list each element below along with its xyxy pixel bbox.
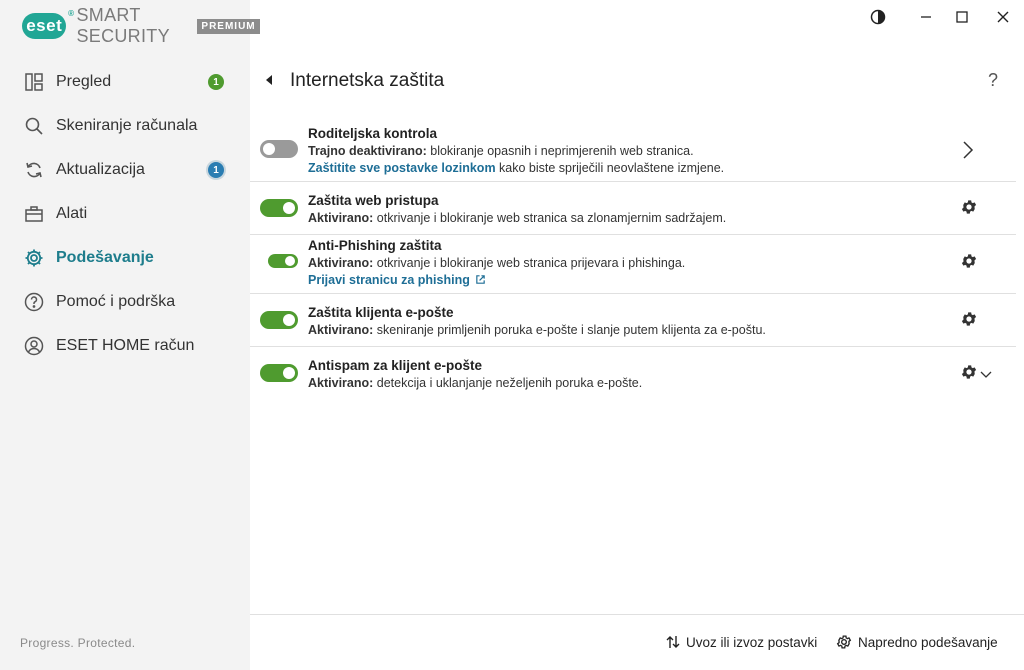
sidebar-item-pregled[interactable] <box>0 60 250 104</box>
setting-row-parental-control <box>250 120 1016 182</box>
settings-button[interactable] <box>960 198 978 216</box>
toolbox-icon <box>24 204 44 224</box>
sidebar-item-podesavanje[interactable] <box>0 236 250 280</box>
sidebar-nav <box>0 60 250 368</box>
advanced-setup-label: Napredno podešavanje <box>858 634 998 650</box>
sidebar-item-alati[interactable] <box>0 192 250 236</box>
settings-button[interactable] <box>960 252 978 270</box>
setting-row-anti-phishing <box>250 235 1016 294</box>
setting-row-email-client <box>250 294 1016 347</box>
report-phishing-link[interactable]: Prijavi stranicu za phishing <box>308 273 486 287</box>
toggle-switch[interactable] <box>260 140 298 158</box>
gear-icon <box>24 248 44 268</box>
setting-status: Aktivirano: otkrivanje i blokiranje web stranica prijevara i phishinga. <box>308 256 686 270</box>
setting-title: Antispam za klijent e-pošte <box>308 358 483 373</box>
sidebar-item-label: Aktualizacija <box>56 161 145 178</box>
app-logo <box>22 5 260 46</box>
back-arrow-icon <box>262 72 276 88</box>
eset-logo: eset ® <box>22 13 66 39</box>
setting-row-web-access <box>250 182 1016 235</box>
sidebar-item-label: Skeniranje računala <box>56 117 198 134</box>
edition-badge: PREMIUM <box>197 19 259 34</box>
settings-button[interactable] <box>960 310 978 328</box>
back-button[interactable] <box>262 72 276 88</box>
gear-icon <box>960 310 978 328</box>
sidebar <box>0 0 256 670</box>
gear-icon <box>960 252 978 270</box>
setting-status: Aktivirano: otkrivanje i blokiranje web stranica sa zlonamjernim sadržajem. <box>308 211 727 225</box>
expand-button[interactable] <box>980 367 992 385</box>
sidebar-item-label: Pomoć i podrška <box>56 293 176 310</box>
notification-badge: 1 <box>208 162 224 178</box>
open-details-button[interactable] <box>962 140 974 165</box>
settings-button[interactable] <box>960 363 978 381</box>
external-link-icon <box>475 274 486 285</box>
sidebar-item-label: ESET HOME račun <box>56 337 195 354</box>
footer-divider <box>250 614 1024 615</box>
advanced-setup-button[interactable] <box>836 634 998 650</box>
search-icon <box>24 116 44 136</box>
chevron-right-icon <box>962 140 974 160</box>
tagline: Progress. Protected. <box>20 636 136 650</box>
import-export-button[interactable] <box>666 634 817 650</box>
sidebar-item-aktualizacija[interactable] <box>0 148 250 192</box>
product-name: SMART SECURITY <box>76 5 170 46</box>
import-export-label: Uvoz ili izvoz postavki <box>686 634 818 650</box>
sidebar-item-pomoc[interactable] <box>0 280 250 324</box>
setting-status: Aktivirano: skeniranje primljenih poruka e-pošte i slanje putem klijenta za e-poštu. <box>308 323 766 337</box>
notification-badge: 1 <box>208 74 224 90</box>
setting-title: Roditeljska kontrola <box>308 126 438 141</box>
gear-icon <box>960 363 978 381</box>
setting-status: Trajno deaktivirano: blokiranje opasnih i neprimjerenih web stranica. <box>308 144 694 158</box>
sidebar-item-skeniranje[interactable] <box>0 104 250 148</box>
toggle-switch[interactable] <box>260 199 298 217</box>
password-protect-link[interactable]: Zaštitite sve postavke lozinkom kako biste spriječili neovlaštene izmjene. <box>308 161 725 175</box>
page-title: Internetska zaštita <box>290 70 445 91</box>
sidebar-item-label: Podešavanje <box>56 249 154 266</box>
chevron-down-icon <box>980 370 992 380</box>
sidebar-item-eset-home[interactable] <box>0 324 250 368</box>
overview-icon <box>24 72 44 92</box>
setting-row-antispam <box>250 347 1016 400</box>
setting-title: Zaštita klijenta e-pošte <box>308 305 454 320</box>
toggle-switch[interactable] <box>268 254 298 268</box>
refresh-icon <box>24 160 44 180</box>
import-export-icon <box>666 634 680 650</box>
help-button[interactable]: ? <box>988 70 999 90</box>
main-panel <box>250 0 1024 670</box>
toggle-switch[interactable] <box>260 364 298 382</box>
setting-title: Anti-Phishing zaštita <box>308 238 442 253</box>
setting-title: Zaštita web pristupa <box>308 193 439 208</box>
setting-status: Aktivirano: detekcija i uklanjanje neželjenih poruka e-pošte. <box>308 376 643 390</box>
gear-icon <box>960 198 978 216</box>
account-icon <box>24 336 44 356</box>
sidebar-item-label: Alati <box>56 205 88 222</box>
help-icon <box>24 292 44 312</box>
sidebar-item-label: Pregled <box>56 73 112 90</box>
toggle-switch[interactable] <box>260 311 298 329</box>
gear-icon <box>836 634 852 650</box>
